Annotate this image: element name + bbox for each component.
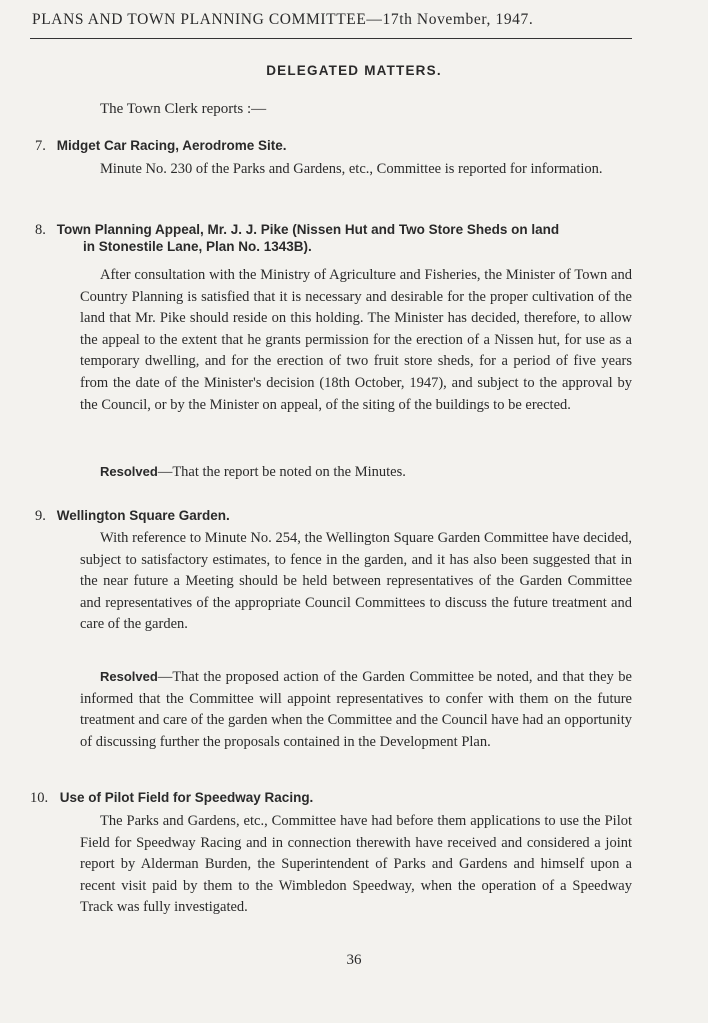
resolved-text: —That the proposed action of the Garden Committee be noted, and that they be informed that the Committee will appoint representatives to confer with them on the future treatment and care of the garden when the Committee and the Council have had an opportunity of discussing further the proposals contained in the Development Plan. xyxy=(80,669,632,750)
item-title-text: Use of Pilot Field for Speedway Racing. xyxy=(59,790,314,805)
header-rule xyxy=(30,38,632,39)
resolved-lead: Resolved xyxy=(100,669,158,684)
intro-text: The Town Clerk reports :— xyxy=(100,101,267,117)
item-title-text: Wellington Square Garden. xyxy=(56,508,230,523)
item-title-text: Midget Car Racing, Aerodrome Site. xyxy=(56,138,287,153)
item-10-title xyxy=(30,790,313,807)
resolved-text: —That the report be noted on the Minutes. xyxy=(157,464,406,480)
item-title-text: Town Planning Appeal, Mr. J. J. Pike (Nissen Hut and Two Store Sheds on land xyxy=(56,222,560,237)
item-8-paragraph: After consultation with the Ministry of Agriculture and Fisheries, the Minister of Town and Country Planning is satisfied that it is necessary and desirable for the proper cultivation of the land that Mr. Pike should reside on this holding. The Minister has decided, therefore, to allow the appeal to the extent that he grants permission for the erection of a Nissen hut, for use as a temporary dwelling, and for the erection of two fruit store sheds, for a period of five years from the date of the Minister's decision (18th October, 1947), and subject to the approval by the Council, or by the Minister on appeal, of the siting of the buildings to be erected. xyxy=(80,267,632,413)
item-9-paragraph: With reference to Minute No. 254, the Wellington Square Garden Committee have decided, subject to satisfactory estimates, to fence in the garden, and it has also been suggested that in the near future a Meeting should be held between representatives of the Garden Committee and representatives of the appropriate Council Committees to discuss the future treatment and care of the garden. xyxy=(80,530,632,633)
item-number: 8. xyxy=(35,222,46,238)
item-10-paragraph: The Parks and Gardens, etc., Committee have had before them applications to use the Pilot Field for Speedway Racing and in connection therewith have received and considered a joint report by Alderman Burden, the Superintendent of Parks and Gardens and himself upon a recent visit paid by them to the Wimbledon Speedway, when the operation of a Speedway Track was fully investigated. xyxy=(80,813,632,916)
item-7-title xyxy=(35,138,287,155)
section-heading: DELEGATED MATTERS. xyxy=(266,63,442,78)
item-8-resolution xyxy=(80,461,632,484)
resolved-lead: Resolved xyxy=(100,464,158,479)
item-number: 9. xyxy=(35,508,46,524)
item-9-resolution xyxy=(80,666,632,753)
running-head: PLANS AND TOWN PLANNING COMMITTEE—17th November, 1947. xyxy=(32,11,534,28)
item-number: 7. xyxy=(35,138,46,154)
item-title-text-line2: in Stonestile Lane, Plan No. 1343B). xyxy=(83,239,312,254)
item-7-paragraph: Minute No. 230 of the Parks and Gardens, etc., Committee is reported for information. xyxy=(100,161,603,177)
item-number: 10. xyxy=(30,790,49,806)
page-number: 36 xyxy=(346,952,362,968)
item-9-title xyxy=(35,508,230,525)
item-8-title xyxy=(35,222,559,254)
